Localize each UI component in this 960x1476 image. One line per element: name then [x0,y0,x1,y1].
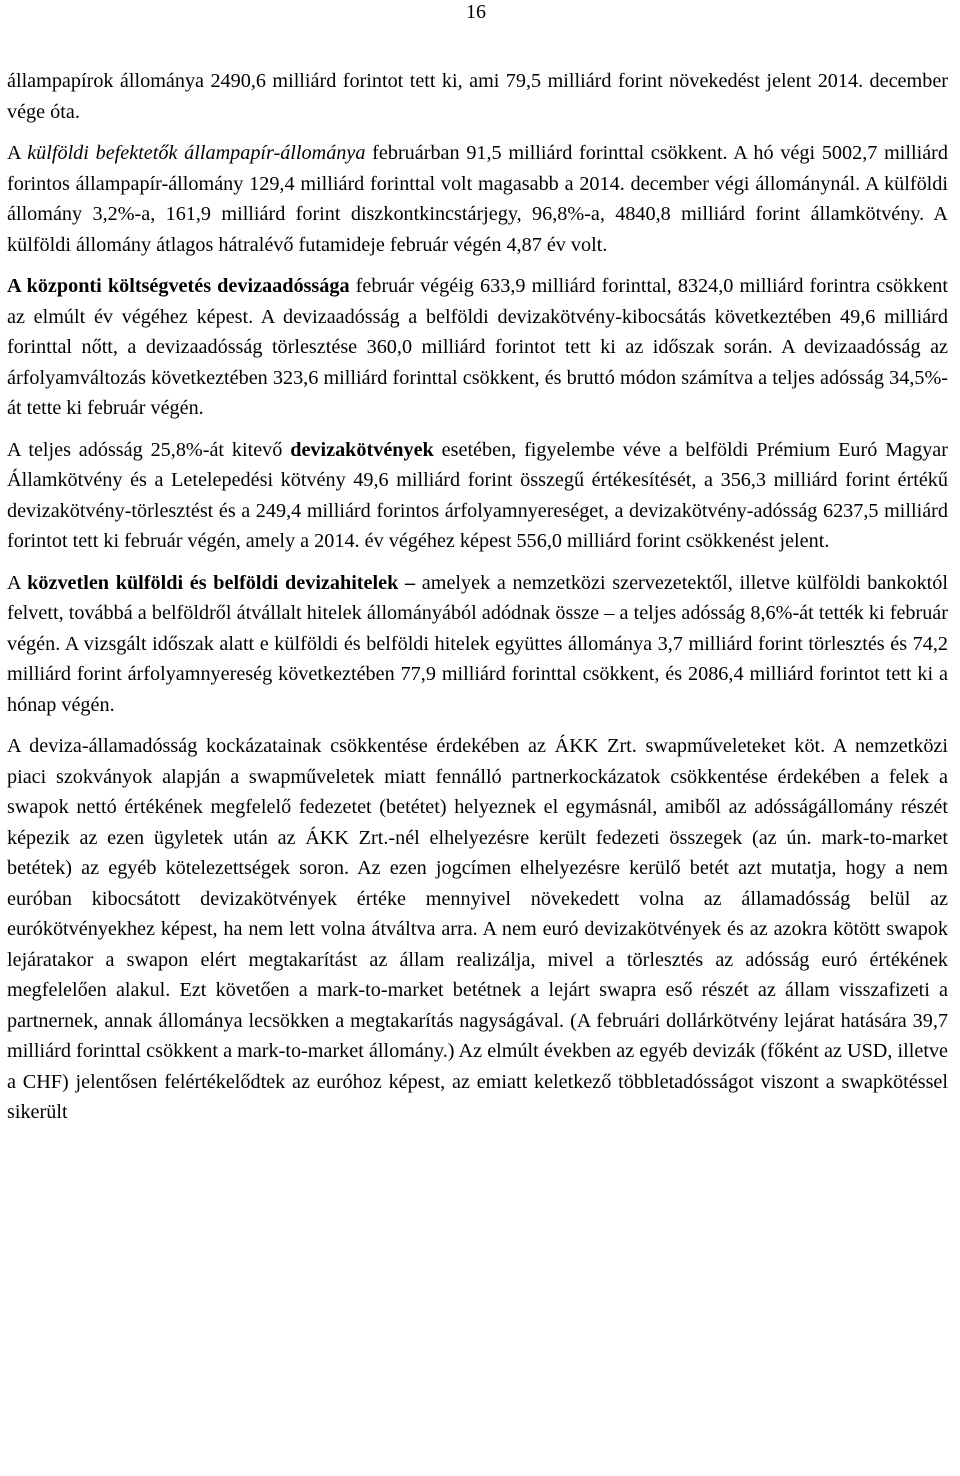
paragraph-text: A deviza-államadósság kockázatainak csökkentése érdekében az ÁKK Zrt. swapműveleteket köt. A nemzetközi piaci szokványok alapján a swapműveletek miatt fennálló partnerkockázatok csökkentése érdekében a felek a swapok nettó értékének megfelelő fedezetet (betétet) helyeznek el egymásnál, amiből az adósságállomány részét képezik az ezen ügyletek után az ÁKK Zrt.-nél elhelyezésre került fedezeti összegek (az ún. mark-to-market betétek) az egyéb kötelezettségek soron. Az ezen jogcímen elhelyezésre kerülő betét azt mutatja, hogy a nem euróban kibocsátott devizakötvények értéke mennyivel növekedett volna az államadósság belül az eurókötvényekhez képest, ha nem lett volna átváltva arra. A nem euró devizakötvények és az azokra kötött swapok lejáratakor a swapon elért megtakarítást az állam realizálja, mivel a törlesztés az adósság euró értékének megfelelően alakul. Ezt követően a mark-to-market betétnek a lejárt swapra eső részét az állam visszafizeti a partnernek, annak állománya lecsökken a megtakarítás nagyságával. (A februári dollárkötvény lejárat hatására 39,7 milliárd forinttal csökkent a mark-to-market állomány.) Az elmúlt években az egyéb devizák (főként az USD, illetve a CHF) jelentősen felértékelődtek az euróhoz képest, az emiatt keletkező többletadósságot viszont a swapkötéssel sikerült [7,735,948,1123]
page-number: 16 [466,1,486,23]
paragraph-fx-loans [7,568,948,721]
paragraph-text: esetében, figyelembe véve a belföldi Prémium Euró Magyar Államkötvény és a Letelepedési kötvény 49,6 milliárd forint összegű értékesítését, a 356,3 milliárd forint értékű devizakötvény-törlesztést és a 249,4 milliárd forintos árfolyamnyereséget, a devizakötvény-adósság 6237,5 milliárd forintot tett ki február végén, amely a 2014. év végéhez képest 556,0 milliárd forint csökkenést jelent. [7,438,948,552]
paragraph-foreign-holdings-intro [7,66,948,127]
document-body [7,66,948,1139]
paragraph-text: februárban 91,5 milliárd forinttal csökkent. A hó végi 5002,7 milliárd forintos állampapír-állomány 129,4 milliárd forinttal volt magasabb a 2014. december végi állománynál. A külföldi állomány 3,2%-a, 161,9 milliárd forint diszkontkincstárjegy, 96,8%-a, 4840,8 milliárd forint államkötvény. A külföldi állomány átlagos hátralévő futamideje február végén 4,87 év volt. [7,142,948,256]
bold-term: devizakötvények [290,438,434,461]
paragraph-swap-operations [7,731,948,1128]
bold-term: közvetlen külföldi és belföldi devizahitelek – [27,571,416,594]
paragraph-text: február végéig 633,9 milliárd forinttal, 8324,0 milliárd forintra csökkent az elmúlt év végéhez képest. A devizaadósság a belföldi devizakötvény-kibocsátás következtében 49,6 milliárd forinttal nőtt, a devizaadósság törlesztése 360,0 milliárd forintot tett ki az időszak során. A devizaadósság az árfolyamváltozás következtében 323,6 milliárd forinttal csökkent, és bruttó módon számítva a teljes adósság 34,5%-át tette ki február végén. [7,275,948,419]
paragraph-foreign-currency-debt [7,271,948,424]
paragraph-text: amelyek a nemzetközi szervezetektől, illetve külföldi bankoktól felvett, továbbá a belföldről átvállalt hitelek állományából adódnak össze – a teljes adósság 8,6%-át tették ki február végén. A vizsgált időszak alatt e külföldi és belföldi hitelek együttes állománya 3,7 milliárd forint törlesztés és 74,2 milliárd forint árfolyamnyereség következtében 77,9 milliárd forinttal csökkent, és 2086,4 milliárd forintot tett ki a hónap végén. [7,571,948,716]
paragraph-text: A [7,142,28,164]
paragraph-fx-bonds [7,435,948,557]
paragraph-text: A [7,571,28,594]
paragraph-foreign-investors [7,138,948,260]
italic-term: külföldi befektetők állampapír-állománya [27,142,366,164]
bold-term: A központi költségvetés devizaadóssága [7,275,350,297]
paragraph-text: állampapírok állománya 2490,6 milliárd forintot tett ki, ami 79,5 milliárd forint növekedést jelent 2014. december vége óta. [7,70,948,123]
paragraph-text: A teljes adósság 25,8%-át kitevő [7,438,291,461]
